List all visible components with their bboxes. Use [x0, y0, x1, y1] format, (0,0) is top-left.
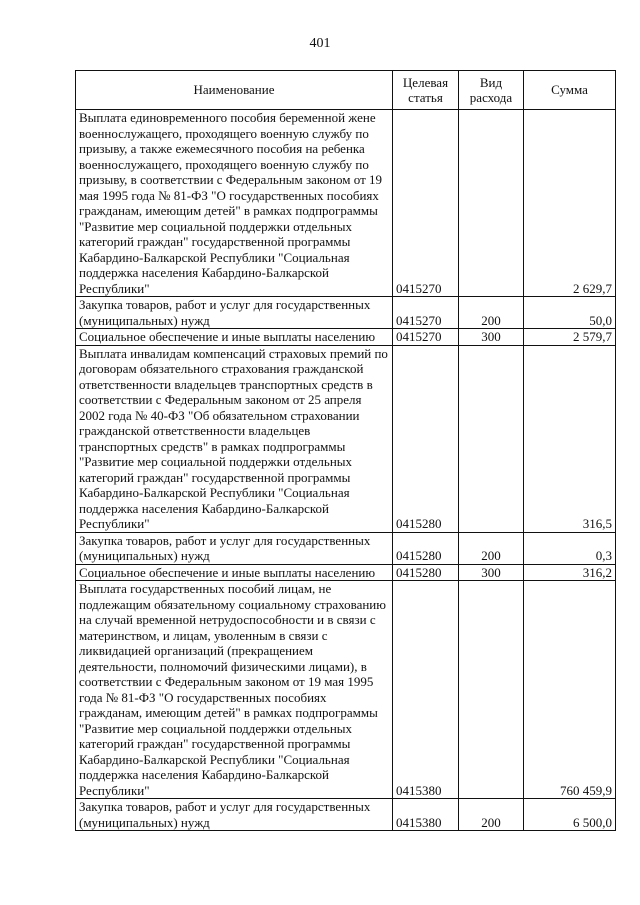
row-sum: 0,3 — [524, 532, 616, 564]
row-name: Социальное обеспечение и иные выплаты населению — [76, 329, 393, 346]
row-sum: 2 629,7 — [524, 110, 616, 297]
row-target: 0415380 — [393, 581, 459, 799]
row-name: Выплата единовременного пособия беременной жене военнослужащего, проходящего военную службу по призыву, а также ежемесячного пособия на ребенка военнослужащего, проходящего военную службу по призыву, в соответствии с Федеральным законом от 19 мая 1995 года № 81-ФЗ "О государственных пособиях гражданам, имеющим детей" в рамках подпрограммы "Развитие мер социальной поддержки отдельных категорий граждан" государственной программы Кабардино-Балкарской Республики "Социальная поддержка населения Кабардино-Балкарской Республики" — [76, 110, 393, 297]
page-number: 401 — [309, 36, 331, 51]
row-target: 0415270 — [393, 329, 459, 346]
table-row — [76, 564, 616, 581]
row-name: Выплата государственных пособий лицам, не подлежащим обязательному социальному страхованию на случай временной нетрудоспособности и в связи с материнством, и лицам, уволенным в связи с ликвидацией организаций (прекращением деятельности, полномочий физическими лицами), в соответствии с Федеральным законом от 19 мая 1995 года № 81-ФЗ "О государственных пособиях гражданам, имеющим детей" в рамках подпрограммы "Развитие мер социальной поддержки отдельных категорий граждан" государственной программы Кабардино-Балкарской Республики "Социальная поддержка населения Кабардино-Балкарской Республики" — [76, 581, 393, 799]
row-name: Закупка товаров, работ и услуг для государственных (муниципальных) нужд — [76, 297, 393, 329]
table-row — [76, 297, 616, 329]
row-sum: 760 459,9 — [524, 581, 616, 799]
table-row — [76, 110, 616, 297]
row-name: Социальное обеспечение и иные выплаты населению — [76, 564, 393, 581]
row-target: 0415270 — [393, 110, 459, 297]
row-name: Выплата инвалидам компенсаций страховых премий по договорам обязательного страхования гражданской ответственности владельцев транспортных средств в соответствии с Федеральным законом от 25 апреля 2002 года № 40-ФЗ "Об обязательном страховании гражданской ответственности владельцев транспортных средств" в рамках подпрограммы "Развитие мер социальной поддержки отдельных категорий граждан" государственной программы Кабардино-Балкарской Республики "Социальная поддержка населения Кабардино-Балкарской Республики" — [76, 345, 393, 532]
row-sum: 6 500,0 — [524, 799, 616, 831]
row-sum: 2 579,7 — [524, 329, 616, 346]
header-target: Целевая статья — [393, 71, 459, 110]
header-type: Вид расхода — [459, 71, 524, 110]
row-sum: 50,0 — [524, 297, 616, 329]
table-row — [76, 532, 616, 564]
table-row — [76, 345, 616, 532]
row-target: 0415280 — [393, 532, 459, 564]
row-target: 0415280 — [393, 564, 459, 581]
row-target: 0415270 — [393, 297, 459, 329]
row-type: 200 — [459, 532, 524, 564]
row-name: Закупка товаров, работ и услуг для государственных (муниципальных) нужд — [76, 799, 393, 831]
header-name: Наименование — [76, 71, 393, 110]
budget-table — [75, 70, 616, 831]
table-header-row — [76, 71, 616, 110]
row-name: Закупка товаров, работ и услуг для государственных (муниципальных) нужд — [76, 532, 393, 564]
row-type — [459, 345, 524, 532]
row-type — [459, 110, 524, 297]
table-row — [76, 329, 616, 346]
row-sum: 316,2 — [524, 564, 616, 581]
row-type: 200 — [459, 799, 524, 831]
row-target: 0415380 — [393, 799, 459, 831]
row-type — [459, 581, 524, 799]
table-row — [76, 581, 616, 799]
row-type: 200 — [459, 297, 524, 329]
row-type: 300 — [459, 329, 524, 346]
row-sum: 316,5 — [524, 345, 616, 532]
table-row — [76, 799, 616, 831]
header-sum: Сумма — [524, 71, 616, 110]
row-target: 0415280 — [393, 345, 459, 532]
row-type: 300 — [459, 564, 524, 581]
